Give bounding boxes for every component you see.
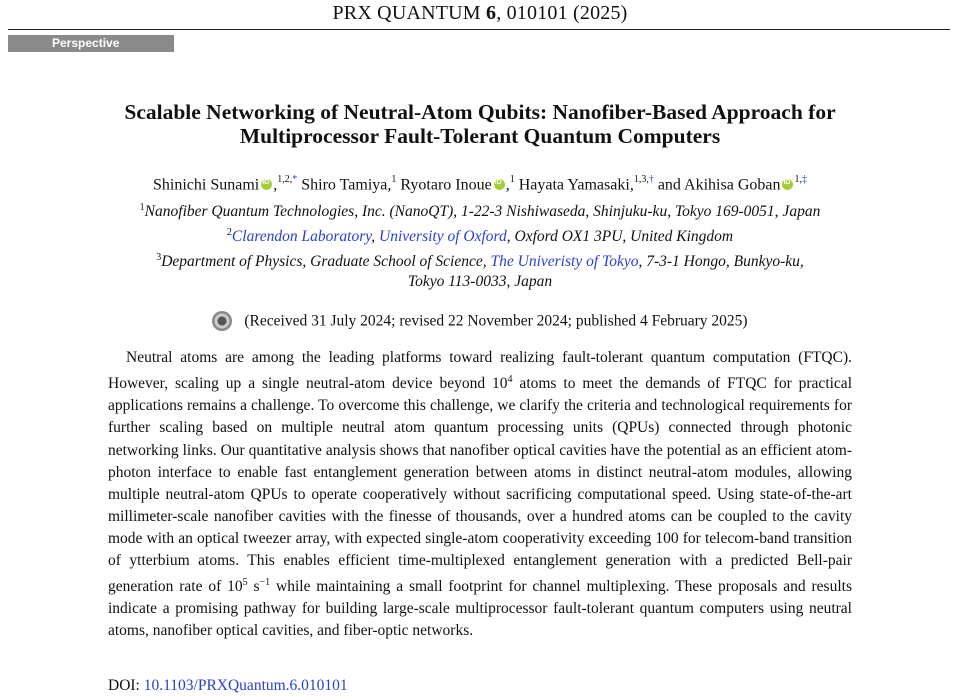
author-list: Shinichi SunamiiD ,$^{1,2,*}$ Shiro Tamiya,$^1$ Ryotaro InoueiD ,$^1$ Hayata Yamasaki,$^{1,3,\dagger}$ and Akihisa GobaniD $^{1,\ddagger}$ xyxy=(0,175,960,194)
header-rule xyxy=(8,29,950,30)
doi-label: DOI: xyxy=(108,677,140,694)
author-affil-sup: 1,2,* xyxy=(277,174,298,185)
author-name[interactable]: Shinichi Sunami xyxy=(153,176,260,194)
crossmark-icon[interactable] xyxy=(212,311,232,331)
affiliation-link[interactable]: University of Oxford xyxy=(379,228,507,246)
orcid-icon[interactable] xyxy=(261,179,272,190)
article-number: 010101 (2025) xyxy=(506,2,628,24)
footnote-link[interactable]: † xyxy=(648,174,654,185)
journal-header: PRX QUANTUM 6, 010101 (2025) xyxy=(332,2,628,24)
orcid-icon[interactable] xyxy=(782,179,793,190)
affiliation-3: $^3$Department of Physics, Graduate School of Science, The Univeristy of Tokyo, 7-3-1 Hongo, Bunkyo-ku, xyxy=(156,252,804,271)
author-conjunction: and xyxy=(657,176,681,194)
orcid-icon[interactable] xyxy=(494,179,505,190)
section-tag xyxy=(8,35,174,52)
section-tag-label: Perspective xyxy=(52,36,120,50)
author-affil-sup: 1 xyxy=(509,174,515,185)
doi-line xyxy=(108,677,348,695)
doi-link[interactable]: 10.1103/PRXQuantum.6.010101 xyxy=(143,677,348,694)
author-affil-sup: 1 xyxy=(391,174,397,185)
author-name[interactable]: Hayata Yamasaki xyxy=(518,176,630,194)
journal-volume: 6 xyxy=(486,2,497,24)
affiliation-3-line2: Tokyo 113-0033, Japan xyxy=(407,273,553,290)
author-affil-sup: 1,3,† xyxy=(633,174,654,185)
affiliation-1: $^1$Nanofiber Quantum Technologies, Inc. (NanoQT), 1-22-3 Nishiwaseda, Shinjuku-ku, Tokyo 169-0051, Japan xyxy=(139,202,821,221)
paper-title xyxy=(0,100,960,148)
affiliation-2: $^2$Clarendon Laboratory, University of Oxford, Oxford OX1 3PU, United Kingdom xyxy=(226,227,734,246)
author-name[interactable]: Shiro Tamiya xyxy=(301,176,388,194)
footnote-link[interactable]: * xyxy=(292,174,298,185)
received-text: (Received 31 July 2024; revised 22 November 2024; published 4 February 2025) xyxy=(244,312,748,330)
author-name[interactable]: Ryotaro Inoue xyxy=(400,176,492,194)
abstract-paragraph: Neutral atoms are among the leading platforms toward realizing fault-tolerant quantum computation (FTQC). However, scaling up a single neutral-atom device beyond $10^4$ atoms to meet the demands of FTQC for practical applications remains a challenge. To overcome this challenge, we clarify the criteria and technological requirements for further scaling based on multiple neutral atom quantum processing units (QPUs) connected through photonic networking links. Our quantitative analysis shows that nanofiber optical cavities have the potential as an efficient atom-photon interface to enable fast entanglement generation between atoms in distinct neutral-atom modules, allowing multiple neutral-atom QPUs to operate cooperatively without sacrificing computational speed. Using state-of-the-art millimeter-scale nanofiber cavities with the finesse of thousands, over a hundred atoms can be coupled to the cavity mode with an optical tweezer array, with expected single-atom cooperativity exceeding 100 for telecom-band transition of ytterbium atoms. This enables efficient time-multiplexed entanglement generation with a predicted Bell-pair generation rate of $10^5$ $s^{-1}$ while maintaining a small footprint for channel multiplexing. These proposals and results indicate a promising pathway for building large-scale multiprocessor fault-tolerant quantum computers using neutral atoms, nanofiber optical cavities, and fiber-optic networks. xyxy=(108,349,852,640)
title-line: Scalable Networking of Neutral-Atom Qubits: Nanofiber-Based Approach for xyxy=(124,100,836,124)
author-affil-sup: 1,‡ xyxy=(794,174,807,185)
received-dates xyxy=(0,312,960,332)
affiliation-link[interactable]: Clarendon Laboratory xyxy=(231,228,372,246)
affiliation-link[interactable]: The Univeristy of Tokyo xyxy=(490,253,639,271)
abstract xyxy=(108,347,852,643)
author-name[interactable]: Akihisa Goban xyxy=(684,176,781,194)
title-line: Multiprocessor Fault-Tolerant Quantum Computers xyxy=(239,124,721,148)
footnote-link[interactable]: ‡ xyxy=(801,174,807,185)
journal-name: PRX QUANTUM xyxy=(332,2,481,24)
